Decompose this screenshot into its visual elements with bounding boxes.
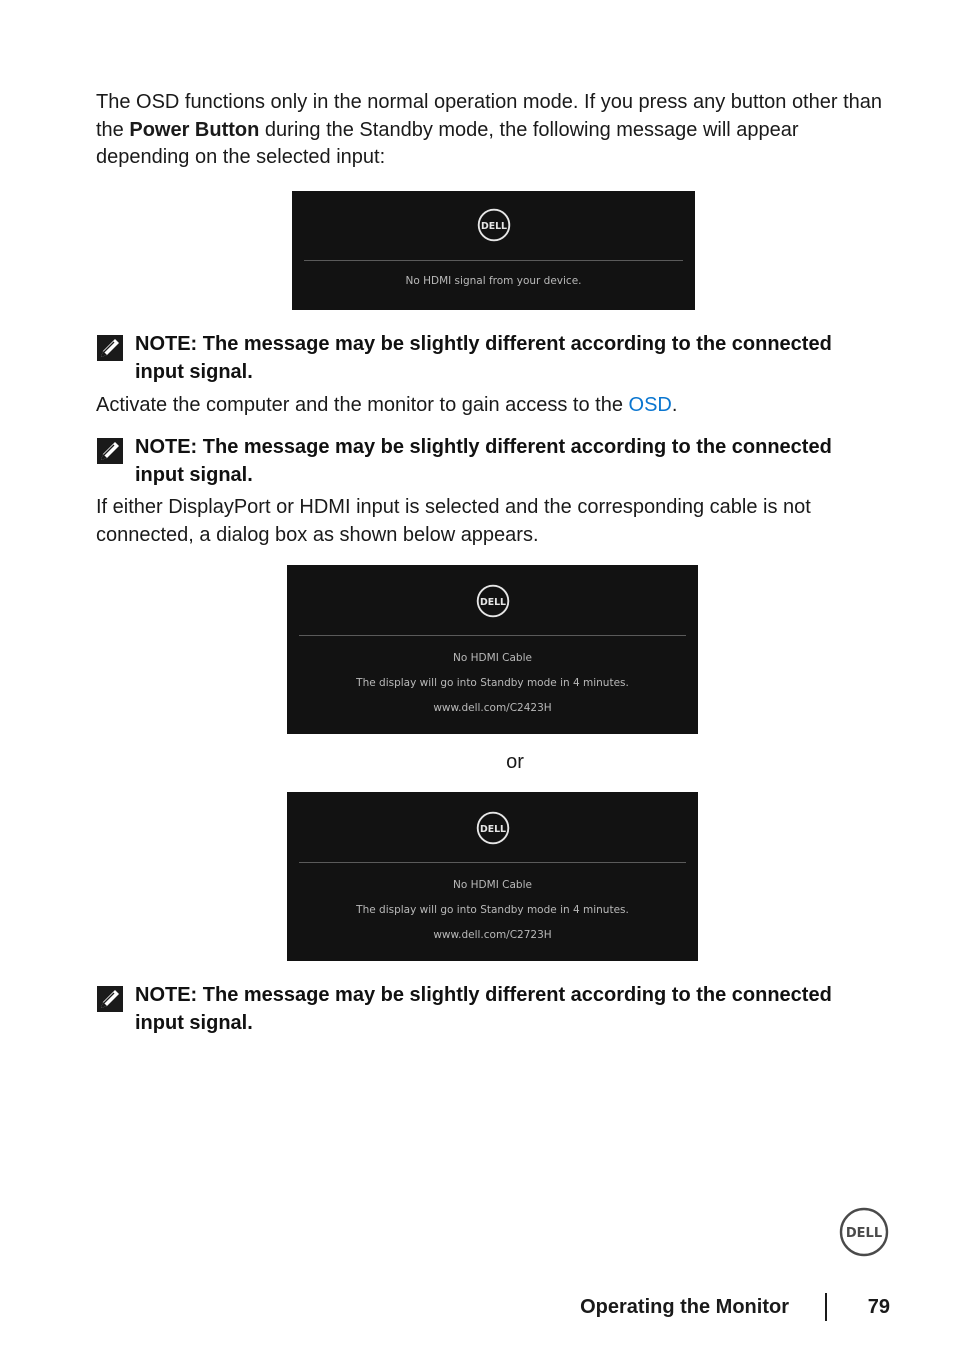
intro-text: The OSD functions only in the normal operation mode. If you press any button other than the xyxy=(96,91,883,141)
dell-logo-icon xyxy=(839,1207,889,1257)
dell-logo-icon xyxy=(477,208,511,242)
osd-link[interactable]: OSD xyxy=(628,394,672,416)
osd-title: No HDMI Cable xyxy=(453,879,532,891)
or-separator: or xyxy=(506,751,524,773)
osd-message: The display will go into Standby mode in 4 minutes. xyxy=(356,904,629,916)
footer-divider xyxy=(825,1293,827,1321)
osd-url: www.dell.com/C2423H xyxy=(433,702,552,714)
footer-section-title: Operating the Monitor xyxy=(580,1296,789,1318)
osd-url: www.dell.com/C2723H xyxy=(433,929,552,941)
svg-text:DELL: DELL xyxy=(845,1226,883,1241)
osd-message: The display will go into Standby mode in 4 minutes. xyxy=(356,677,629,689)
osd-dialog-no-cable-c2723h xyxy=(287,792,698,961)
page-number: 79 xyxy=(867,1296,890,1318)
intro-text-end: during the Standby mode, the following message will appear depending on the selected input: xyxy=(96,118,799,168)
activate-period: . xyxy=(671,394,678,416)
intro-paragraph xyxy=(96,89,896,172)
svg-text:DELL: DELL xyxy=(480,220,507,232)
dell-logo-icon xyxy=(476,811,510,845)
note-text: NOTE: The message may be slightly different according to the connected input signal. xyxy=(135,333,832,383)
note-text: NOTE: The message may be slightly different according to the connected input signal. xyxy=(135,436,832,486)
osd-divider xyxy=(304,260,683,261)
osd-title: No HDMI Cable xyxy=(453,652,532,664)
power-button-term: Power Button xyxy=(129,118,260,141)
note-pencil-icon xyxy=(96,437,124,465)
activate-paragraph xyxy=(96,392,896,420)
note-pencil-icon xyxy=(96,334,124,362)
osd-divider xyxy=(299,862,686,863)
svg-text:DELL: DELL xyxy=(479,596,506,608)
note-text: NOTE: The message may be slightly different according to the connected input signal. xyxy=(135,984,832,1034)
cable-paragraph: If either DisplayPort or HDMI input is selected and the corresponding cable is not connected, a dialog box as shown below appears. xyxy=(96,496,811,546)
osd-divider xyxy=(299,635,686,636)
dell-logo-icon xyxy=(476,584,510,618)
note-pencil-icon xyxy=(96,985,124,1013)
osd-message: No HDMI signal from your device. xyxy=(405,275,582,287)
activate-text: Activate the computer and the monitor to gain access to the xyxy=(96,394,629,416)
osd-dialog-no-cable-c2423h xyxy=(287,565,698,734)
osd-dialog-no-signal xyxy=(292,191,695,310)
svg-text:DELL: DELL xyxy=(479,823,506,835)
